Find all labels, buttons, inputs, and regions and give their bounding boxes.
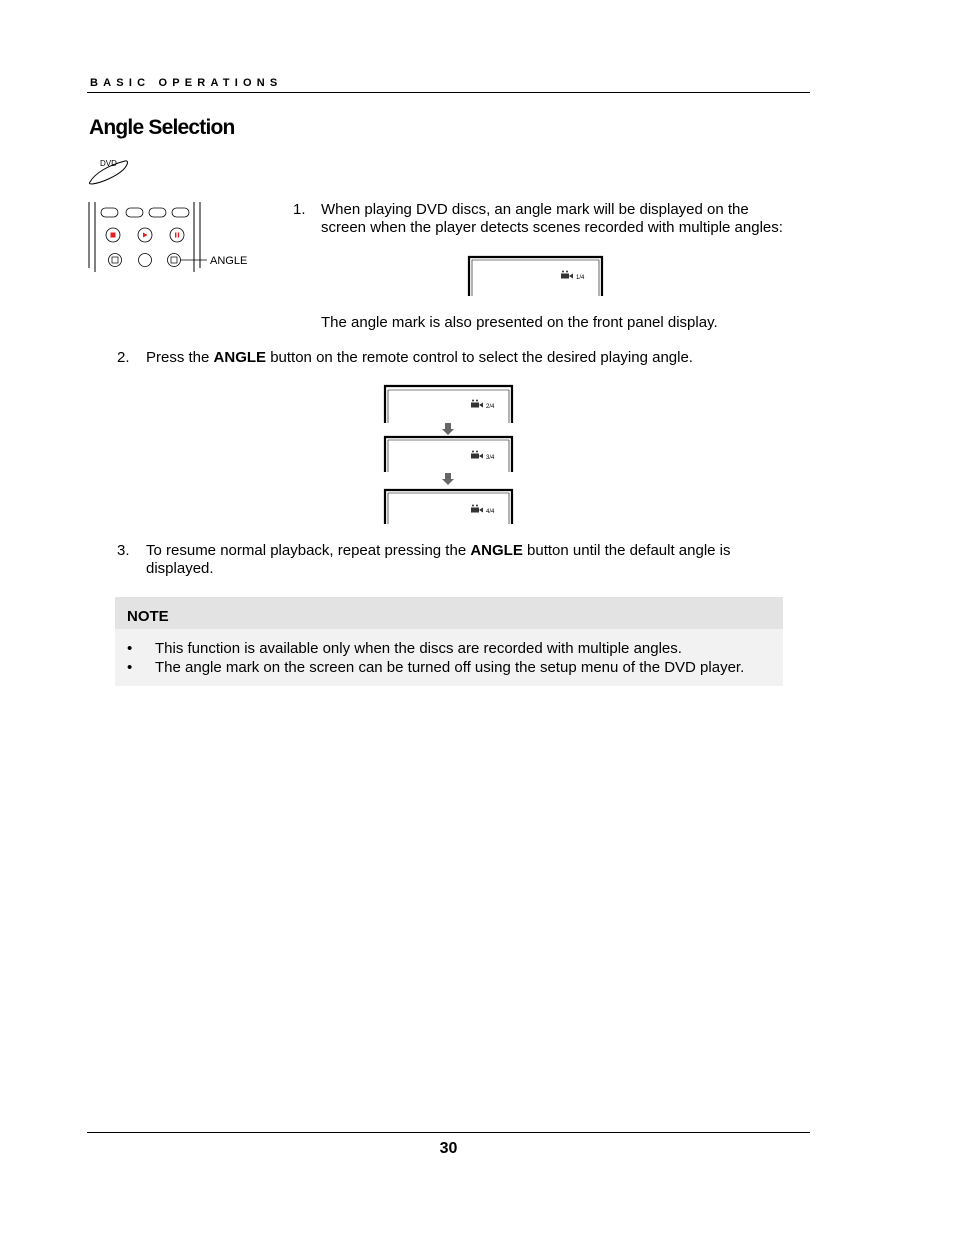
- section-header: BASIC OPERATIONS: [90, 77, 283, 89]
- page-number: 30: [439, 1140, 458, 1157]
- note-header: [115, 597, 783, 629]
- dvd-badge-icon: [87, 155, 131, 187]
- step-3-text: To resume normal playback, repeat pressing the ANGLE button until the default angle is displayed.: [146, 542, 731, 577]
- angle-screen-4: [385, 490, 512, 524]
- front-panel-note: The angle mark is also presented on the front panel display.: [321, 314, 718, 331]
- bullet-icon: •: [127, 640, 133, 657]
- angle-sequence-illustration: [382, 383, 516, 526]
- angle-callout-label: ANGLE: [210, 255, 248, 267]
- note-title: NOTE: [127, 608, 169, 625]
- subtitle-button-icon: [109, 254, 122, 267]
- angle-mark-label: 3/4: [486, 455, 495, 461]
- step-2-number: 2.: [117, 349, 130, 366]
- step-3-number: 3.: [117, 542, 130, 559]
- angle-mark-screen: [466, 254, 606, 298]
- step-2-text: Press the ANGLE button on the remote control to select the desired playing angle.: [146, 349, 693, 366]
- note-item: This function is available only when the discs are recorded with multiple angles.: [155, 640, 682, 657]
- angle-mark-label: 4/4: [486, 509, 495, 515]
- page-title: Angle Selection: [89, 116, 235, 139]
- pause-button-icon: [170, 228, 184, 242]
- angle-keyword: ANGLE: [470, 542, 523, 559]
- step-1-line-1: When playing DVD discs, an angle mark will be displayed on the: [321, 201, 749, 218]
- angle-mark-label: 2/4: [486, 404, 495, 410]
- remote-top-button: [172, 208, 189, 217]
- down-arrow-icon: [442, 423, 454, 435]
- angle-screen-3: [385, 437, 512, 472]
- note-item: The angle mark on the screen can be turned off using the setup menu of the DVD player.: [155, 659, 745, 676]
- dvd-badge-label: DVD: [100, 159, 117, 168]
- bullet-icon: •: [127, 659, 133, 676]
- header-rule: [87, 92, 810, 93]
- audio-button-icon: [139, 254, 152, 267]
- remote-control-illustration: [86, 198, 256, 274]
- footer-rule: [87, 1132, 810, 1133]
- angle-keyword: ANGLE: [213, 349, 267, 366]
- step-1-number: 1.: [293, 201, 306, 218]
- camera-icon: [561, 271, 573, 279]
- step-1-line-2: screen when the player detects scenes recorded with multiple angles:: [321, 219, 783, 236]
- angle-button-icon: [168, 254, 181, 267]
- down-arrow-icon: [442, 473, 454, 485]
- remote-top-button: [126, 208, 143, 217]
- step-1-text: [321, 201, 811, 237]
- angle-mark-label: 1/4: [576, 275, 585, 281]
- remote-top-button: [101, 208, 118, 217]
- remote-top-button: [149, 208, 166, 217]
- angle-screen-2: [385, 386, 512, 423]
